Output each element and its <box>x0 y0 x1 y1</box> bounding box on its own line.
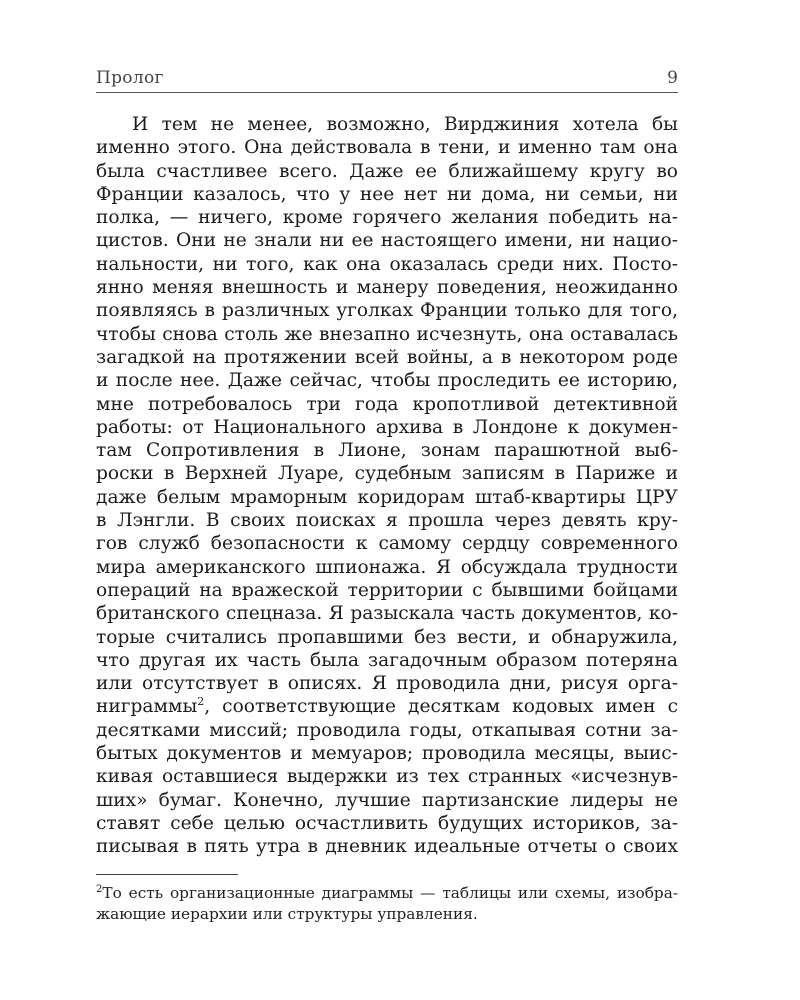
text-line: писывая в пять утра в дневник идеальные отчеты о своих <box>96 836 678 858</box>
text-line: даже белым мраморным коридорам штаб-квартиры ЦРУ <box>96 486 678 508</box>
page-number: 9 <box>667 68 678 88</box>
footnote-number: 2 <box>96 883 103 895</box>
footnote <box>96 883 678 924</box>
text-line: загадкой на протяжении всей войны, а в некотором роде <box>96 346 678 368</box>
footnote-text: То есть организационные диаграммы — таблицы или схемы, изобра- <box>102 884 678 902</box>
text-line: ших» бумаг. Конечно, лучшие партизанские лидеры не <box>96 789 678 811</box>
text-line: там Сопротивления в Лионе, зонам парашютной вы6- <box>96 440 678 462</box>
text-line: полка, — ничего, кроме горячего желания победить на- <box>96 207 678 229</box>
footnote-line: жающие иерархии или структуры управления. <box>96 904 478 923</box>
footnote-separator <box>96 874 238 875</box>
text-line: и после нее. Даже сейчас, чтобы проследить ее историю, <box>96 370 678 392</box>
text-line: в Лэнгли. В своих поисках я прошла через девять кру- <box>96 510 678 532</box>
text-line: мне потребовалось три года кропотливой детективной <box>96 393 678 415</box>
footnote-reference[interactable]: 2 <box>197 695 205 709</box>
text-line: роски в Верхней Луаре, судебным записям в Париже и <box>96 463 678 485</box>
text-line: кивая оставшиеся выдержки из тех странных «исчезнув- <box>96 766 678 788</box>
text-line: торые считались пропавшими без вести, и обнаружила, <box>96 626 678 648</box>
text-line: что другая их часть была загадочным образом потеряна <box>96 649 678 671</box>
text-line: чтобы снова столь же внезапно исчезнуть, она оставалась <box>96 323 678 345</box>
text-line: гов служб безопасности к самому сердцу современного <box>96 533 678 555</box>
text-line: ставят себе целью осчастливить будущих историков, за- <box>96 812 678 834</box>
text-line: Франции казалось, что у нее нет ни дома, ни семьи, ни <box>96 183 678 205</box>
text-line: операций на вражеской территории с бывшими бойцами <box>96 579 678 601</box>
text-segment: ниграммы <box>96 696 198 718</box>
text-segment: , соответствующие десяткам кодовых имен с <box>204 696 678 718</box>
text-line: работы: от Национального архива в Лондоне к докумен- <box>96 416 678 438</box>
text-line: нальности, ни того, как она оказалась среди них. Посто- <box>96 253 678 275</box>
body-paragraph <box>96 113 678 859</box>
footnote-line <box>96 883 678 904</box>
running-head <box>96 68 678 93</box>
text-line: мира американского шпионажа. Я обсуждала трудности <box>96 556 678 578</box>
text-line: или отсутствует в описях. Я проводила дни, рисуя орга- <box>96 673 678 695</box>
text-line: цистов. Они не знали ни ее настоящего имени, ни нацио- <box>96 230 678 252</box>
text-line-with-footnote <box>96 695 678 718</box>
text-line: британского спецназа. Я разыскала часть документов, ко- <box>96 603 678 625</box>
text-line: янно меняя внешность и манеру поведения, неожиданно <box>96 277 678 299</box>
text-line: бытых документов и мемуаров; проводила месяцы, выис- <box>96 743 678 765</box>
chapter-title: Пролог <box>96 68 164 88</box>
text-line: появляясь в различных уголках Франции только для того, <box>96 300 678 322</box>
text-line: была счастливее всего. Даже ее ближайшему кругу во <box>96 160 678 182</box>
text-line: И тем не менее, возможно, Вирджиния хотела бы <box>132 114 678 135</box>
text-line: именно этого. Она действовала в тени, и именно там она <box>96 137 678 159</box>
text-line: десятками миссий; проводила годы, откапывая сотни за- <box>96 719 678 741</box>
